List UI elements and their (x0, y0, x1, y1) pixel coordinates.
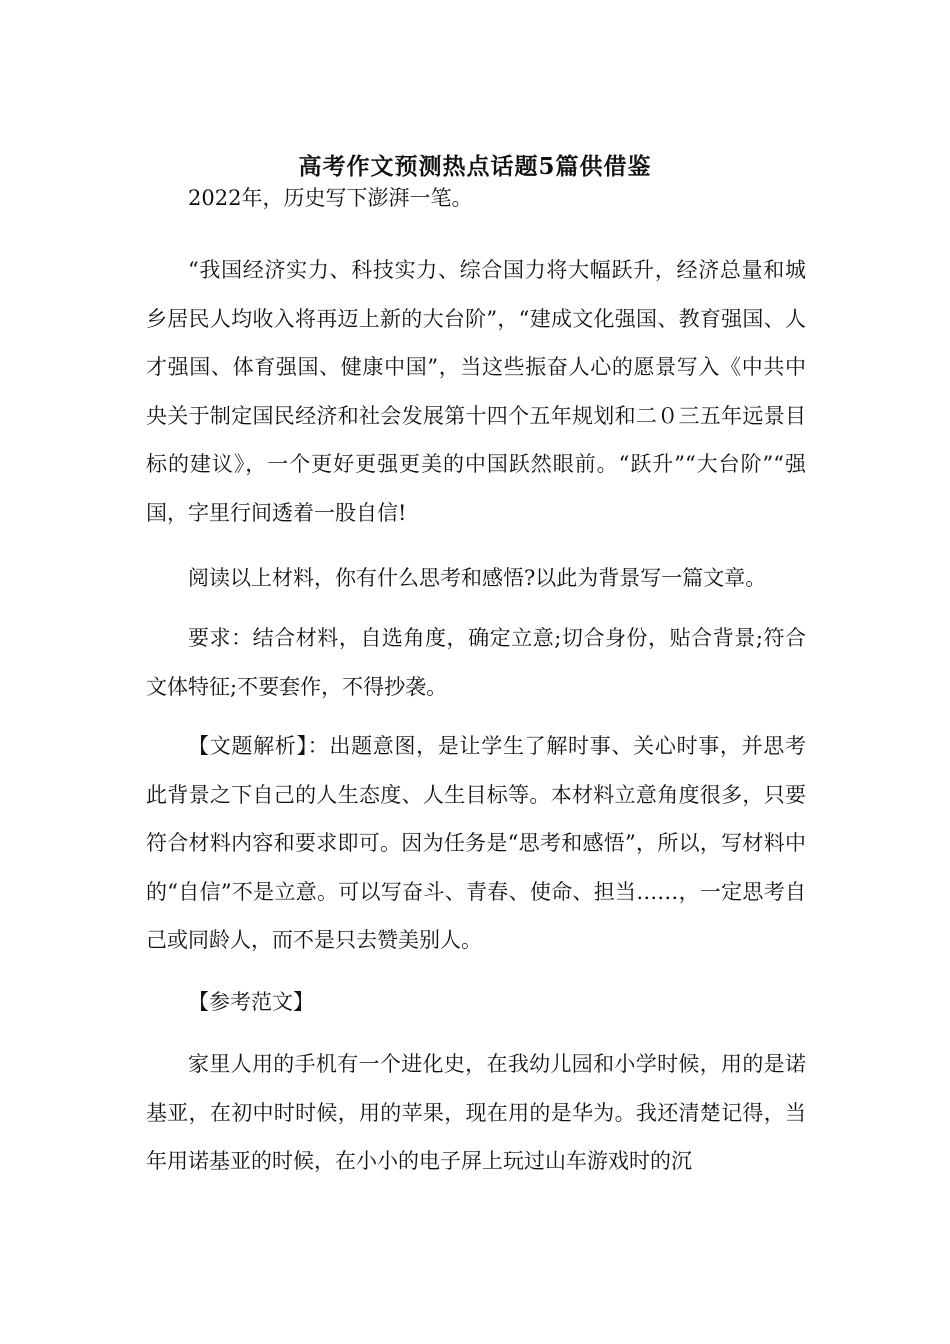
paragraph-reference-heading: 【参考范文】 (188, 990, 314, 1014)
paragraph-task: 阅读以上材料，你有什么思考和感悟?以此为背景写一篇文章。 (188, 566, 767, 590)
paragraph-material: “我国经济实力、科技实力、综合国力将大幅跃升，经济总量和城乡居民人均收入将再迈上新的大台阶”，“建成文化强国、教育强国、人才强国、体育强国、健康中国”，当这些振奋人心的愿景写入《中共中央关于制定国民经济和社会发展第十四个五年规划和二０三五年远景目标的建议》，一个更好更强更美的中国跃然眼前。“跃升”“大台阶”“强国，字里行间透着一股自信! (146, 258, 806, 525)
paragraph-analysis: 【文题解析】：出题意图，是让学生了解时事、关心时事，并思考此背景之下自己的人生态度、人生目标等。本材料立意角度很多，只要符合材料内容和要求即可。因为任务是“思考和感悟”，所以，写材料中的“自信”不是立意。可以写奋斗、青春、使命、担当……，一定思考自己或同龄人，而不是只去赞美别人。 (146, 734, 806, 953)
paragraph-intro: 2022年，历史写下澎湃一笔。 (188, 186, 473, 210)
document-title: 高考作文预测热点话题5篇供借鉴 (298, 153, 652, 181)
paragraph-requirements: 要求：结合材料，自选角度，确定立意;切合身份，贴合背景;符合文体特征;不要套作，不得抄袭。 (146, 626, 806, 699)
paragraph-essay: 家里人用的手机有一个进化史，在我幼儿园和小学时候，用的是诺基亚，在初中时时候，用的苹果，现在用的是华为。我还清楚记得，当年用诺基亚的时候，在小小的电子屏上玩过山车游戏时的沉 (146, 1052, 806, 1174)
